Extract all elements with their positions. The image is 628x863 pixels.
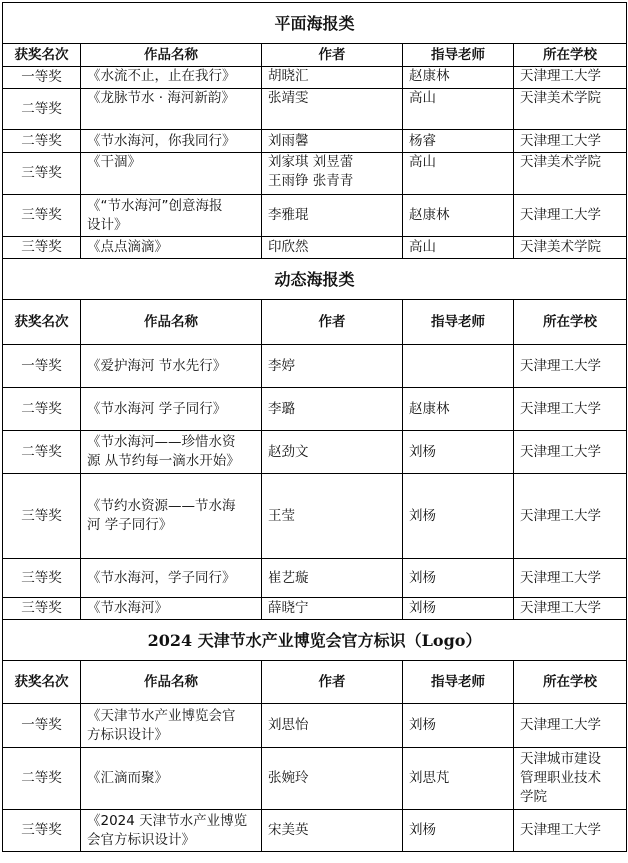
- table-row: [3, 388, 627, 431]
- cell-rank: 一等奖: [3, 345, 81, 388]
- cell-author: 张婉玲: [262, 748, 403, 810]
- cell-teacher: 高山: [403, 153, 514, 195]
- column-header-work: 作品名称: [81, 661, 262, 704]
- cell-rank: 二等奖: [3, 130, 81, 153]
- cell-school: 天津理工大学: [514, 130, 627, 153]
- table-row: [3, 345, 627, 388]
- column-header-row: [3, 44, 627, 67]
- column-header-author: 作者: [262, 661, 403, 704]
- cell-work: 《天津节水产业博览会官 方标识设计》: [81, 704, 262, 748]
- cell-teacher: 刘杨: [403, 474, 514, 559]
- column-header-teacher: 指导老师: [403, 44, 514, 67]
- cell-school: 天津理工大学: [514, 431, 627, 474]
- cell-rank: 二等奖: [3, 431, 81, 474]
- cell-teacher: 刘杨: [403, 810, 514, 852]
- table-row: [3, 748, 627, 810]
- cell-work: 《点点滴滴》: [81, 237, 262, 259]
- cell-rank: 一等奖: [3, 67, 81, 89]
- column-header-school: 所在学校: [514, 44, 627, 67]
- column-header-school: 所在学校: [514, 300, 627, 345]
- cell-author: 张靖雯: [262, 89, 403, 130]
- cell-author: 李璐: [262, 388, 403, 431]
- table-row: [3, 598, 627, 620]
- cell-school: 天津美术学院: [514, 89, 627, 130]
- column-header-author: 作者: [262, 300, 403, 345]
- cell-school: 天津理工大学: [514, 195, 627, 237]
- column-header-rank: 获奖名次: [3, 661, 81, 704]
- column-header-row: [3, 661, 627, 704]
- column-header-work: 作品名称: [81, 44, 262, 67]
- cell-rank: 三等奖: [3, 237, 81, 259]
- cell-author: 刘思怡: [262, 704, 403, 748]
- cell-work: 《节水海河》: [81, 598, 262, 620]
- cell-teacher: 赵康林: [403, 195, 514, 237]
- cell-work: 《节水海河——珍惜水资 源 从节约每一滴水开始》: [81, 431, 262, 474]
- cell-teacher: 杨睿: [403, 130, 514, 153]
- table-row: [3, 67, 627, 89]
- cell-school: 天津理工大学: [514, 598, 627, 620]
- cell-school: 天津理工大学: [514, 67, 627, 89]
- column-header-author: 作者: [262, 44, 403, 67]
- cell-teacher: [403, 345, 514, 388]
- cell-rank: 三等奖: [3, 153, 81, 195]
- cell-work: 《汇滴而聚》: [81, 748, 262, 810]
- cell-school: 天津城市建设 管理职业技术 学院: [514, 748, 627, 810]
- cell-author: 胡晓汇: [262, 67, 403, 89]
- table-row: [3, 559, 627, 598]
- cell-author: 宋美英: [262, 810, 403, 852]
- cell-author: 王莹: [262, 474, 403, 559]
- column-header-school: 所在学校: [514, 661, 627, 704]
- table-row: [3, 431, 627, 474]
- table-row: [3, 810, 627, 852]
- cell-author: 李雅琨: [262, 195, 403, 237]
- table-row: [3, 89, 627, 130]
- cell-school: 天津理工大学: [514, 474, 627, 559]
- section-title: 2024 天津节水产业博览会官方标识（Logo）: [3, 620, 627, 661]
- cell-work: 《水流不止，止在我行》: [81, 67, 262, 89]
- cell-rank: 三等奖: [3, 195, 81, 237]
- cell-work: 《节水海河 学子同行》: [81, 388, 262, 431]
- cell-school: 天津理工大学: [514, 704, 627, 748]
- cell-teacher: 刘杨: [403, 431, 514, 474]
- table-row: [3, 474, 627, 559]
- cell-teacher: 高山: [403, 237, 514, 259]
- cell-work: 《节水海河，你我同行》: [81, 130, 262, 153]
- cell-teacher: 刘杨: [403, 559, 514, 598]
- cell-rank: 二等奖: [3, 388, 81, 431]
- cell-rank: 三等奖: [3, 559, 81, 598]
- cell-teacher: 刘杨: [403, 598, 514, 620]
- cell-rank: 三等奖: [3, 810, 81, 852]
- cell-teacher: 高山: [403, 89, 514, 130]
- cell-author: 薛晓宁: [262, 598, 403, 620]
- section-title-row: [3, 3, 627, 44]
- table-row: [3, 237, 627, 259]
- cell-work: 《2024 天津节水产业博览 会官方标识设计》: [81, 810, 262, 852]
- table-row: [3, 153, 627, 195]
- cell-school: 天津理工大学: [514, 559, 627, 598]
- cell-author: 刘家琪 刘昱蕾 王雨铮 张青青: [262, 153, 403, 195]
- column-header-work: 作品名称: [81, 300, 262, 345]
- column-header-row: [3, 300, 627, 345]
- cell-rank: 二等奖: [3, 748, 81, 810]
- cell-teacher: 赵康林: [403, 388, 514, 431]
- section-title: 平面海报类: [3, 3, 627, 44]
- cell-author: 刘雨馨: [262, 130, 403, 153]
- cell-author: 赵劲文: [262, 431, 403, 474]
- cell-work: 《节水海河，学子同行》: [81, 559, 262, 598]
- cell-author: 印欣然: [262, 237, 403, 259]
- cell-work: 《节约水资源——节水海 河 学子同行》: [81, 474, 262, 559]
- section-title-row: [3, 259, 627, 300]
- cell-school: 天津理工大学: [514, 810, 627, 852]
- cell-rank: 三等奖: [3, 474, 81, 559]
- cell-rank: 三等奖: [3, 598, 81, 620]
- column-header-teacher: 指导老师: [403, 300, 514, 345]
- column-header-rank: 获奖名次: [3, 44, 81, 67]
- cell-school: 天津理工大学: [514, 345, 627, 388]
- column-header-rank: 获奖名次: [3, 300, 81, 345]
- table-row: [3, 195, 627, 237]
- cell-work: 《爱护海河 节水先行》: [81, 345, 262, 388]
- column-header-teacher: 指导老师: [403, 661, 514, 704]
- cell-work: 《“节水海河”创意海报 设计》: [81, 195, 262, 237]
- cell-rank: 二等奖: [3, 89, 81, 130]
- cell-teacher: 赵康林: [403, 67, 514, 89]
- table-row: [3, 704, 627, 748]
- cell-rank: 一等奖: [3, 704, 81, 748]
- section-title-row: [3, 620, 627, 661]
- cell-author: 李婷: [262, 345, 403, 388]
- table-row: [3, 130, 627, 153]
- cell-school: 天津美术学院: [514, 153, 627, 195]
- cell-work: 《干涸》: [81, 153, 262, 195]
- cell-teacher: 刘杨: [403, 704, 514, 748]
- cell-school: 天津理工大学: [514, 388, 627, 431]
- awards-table: [2, 2, 627, 852]
- section-title: 动态海报类: [3, 259, 627, 300]
- cell-teacher: 刘思芃: [403, 748, 514, 810]
- cell-school: 天津美术学院: [514, 237, 627, 259]
- cell-author: 崔艺璇: [262, 559, 403, 598]
- cell-work: 《龙脉节水 · 海河新韵》: [81, 89, 262, 130]
